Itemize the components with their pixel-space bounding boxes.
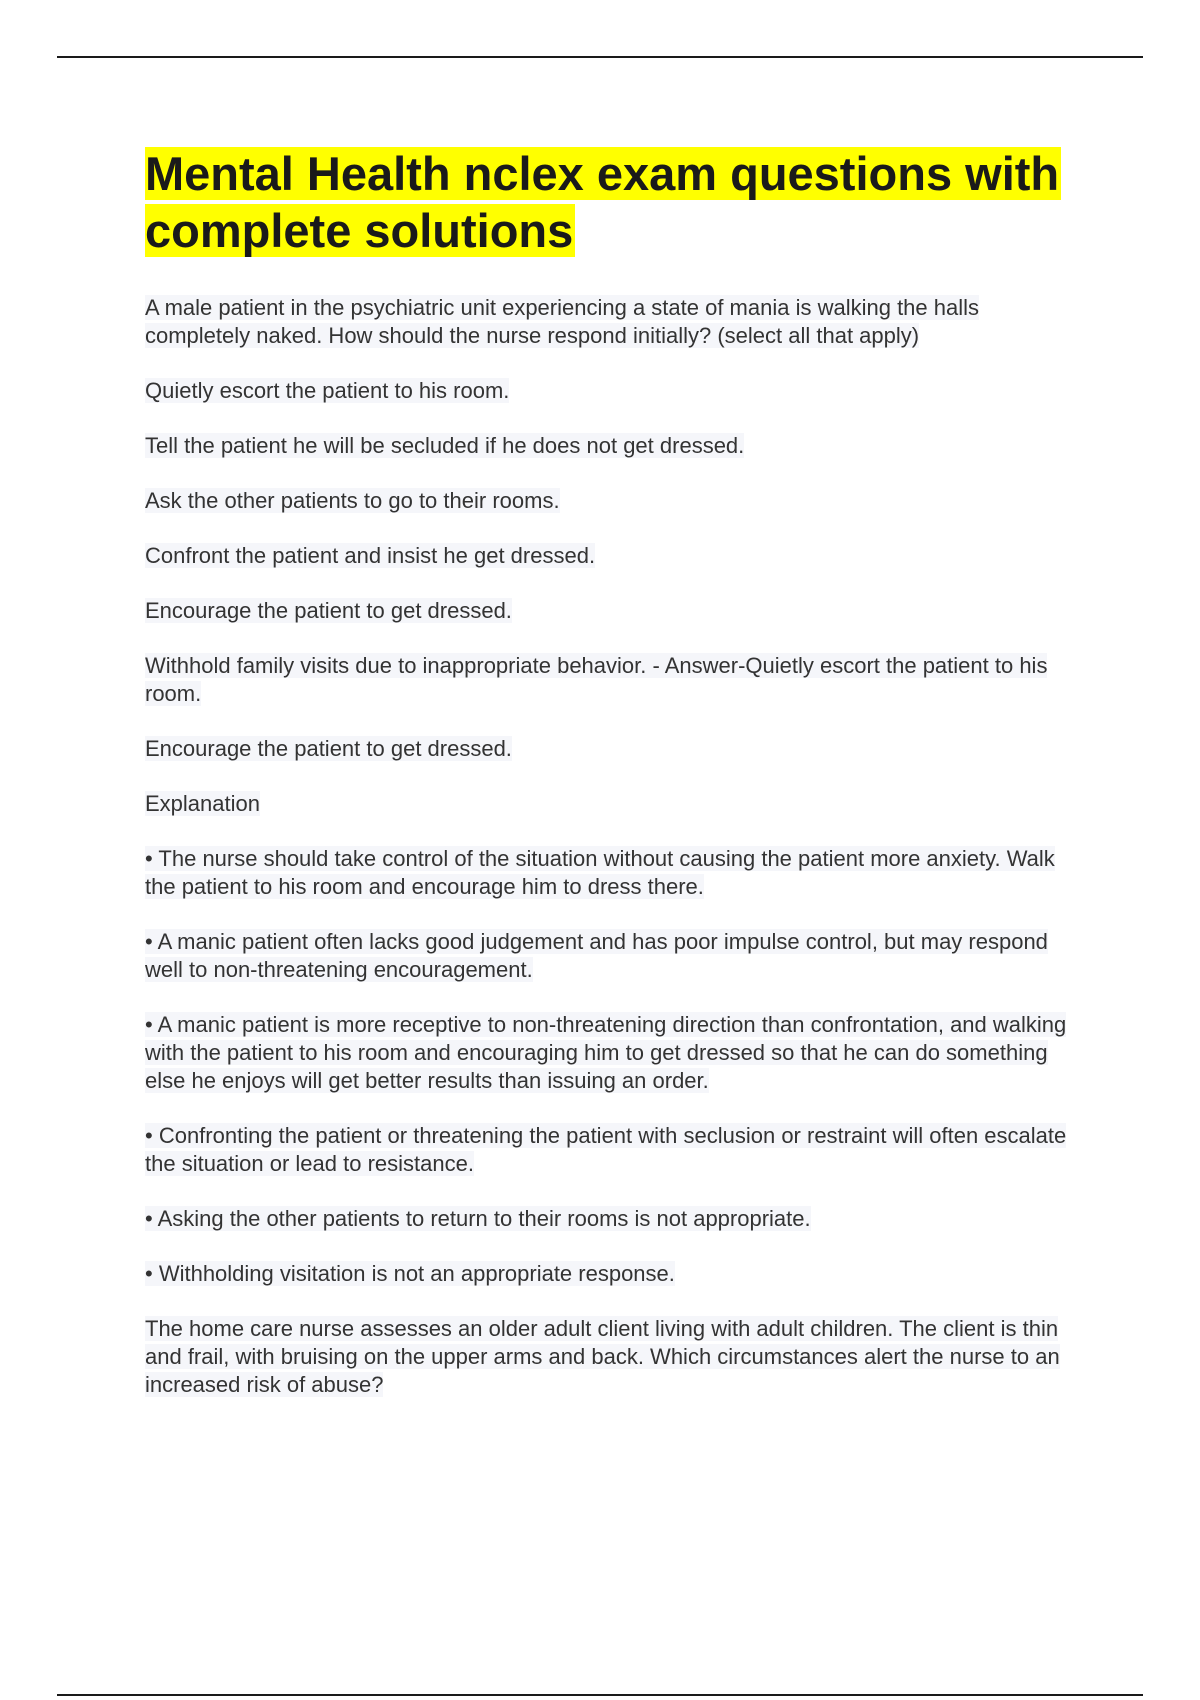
option-encourage-text: Encourage the patient to get dressed. bbox=[145, 598, 512, 623]
explanation-bullet bbox=[145, 1205, 1087, 1233]
explanation-bullet bbox=[145, 1011, 1087, 1095]
explanation-bullet-text: • A manic patient is more receptive to non-threatening direction than confrontation, and walking with the patient to his room and encouraging him to get dressed so that he can do something else he enjoys will get better results than issuing an order. bbox=[145, 1012, 1067, 1093]
next-question-stem-text: The home care nurse assesses an older adult client living with adult children. The client is thin and frail, with bruising on the upper arms and back. Which circumstances alert the nurse to an increased risk of abuse? bbox=[145, 1316, 1060, 1397]
explanation-heading-text: Explanation bbox=[145, 791, 260, 816]
option-seclude bbox=[145, 432, 1087, 460]
document-title bbox=[145, 145, 1087, 259]
explanation-bullet-text: • The nurse should take control of the situation without causing the patient more anxiety. Walk the patient to his room and encourage him to dress there. bbox=[145, 846, 1055, 899]
explanation-bullet bbox=[145, 1260, 1087, 1288]
option-encourage bbox=[145, 597, 1087, 625]
option-escort-text: Quietly escort the patient to his room. bbox=[145, 378, 510, 403]
answer-encourage bbox=[145, 735, 1087, 763]
question-stem bbox=[145, 294, 1087, 350]
option-confront-text: Confront the patient and insist he get dressed. bbox=[145, 543, 596, 568]
explanation-heading bbox=[145, 790, 1087, 818]
option-other-patients bbox=[145, 487, 1087, 515]
explanation-bullet-text: • Withholding visitation is not an appropriate response. bbox=[145, 1261, 675, 1286]
document-body bbox=[145, 145, 1087, 1426]
option-other-patients-text: Ask the other patients to go to their rooms. bbox=[145, 488, 560, 513]
explanation-bullet bbox=[145, 928, 1087, 984]
explanation-bullet-text: • Asking the other patients to return to their rooms is not appropriate. bbox=[145, 1206, 811, 1231]
bottom-page-rule bbox=[57, 1694, 1143, 1696]
next-question-stem bbox=[145, 1315, 1087, 1399]
question-stem-text: A male patient in the psychiatric unit experiencing a state of mania is walking the halls completely naked. How should the nurse respond initially? (select all that apply) bbox=[145, 295, 980, 348]
explanation-bullet bbox=[145, 1122, 1087, 1178]
question-content bbox=[145, 294, 1087, 1399]
title-highlight: Mental Health nclex exam questions with complete solutions bbox=[145, 147, 1060, 257]
option-escort bbox=[145, 377, 1087, 405]
option-withhold-answer bbox=[145, 652, 1087, 708]
option-confront bbox=[145, 542, 1087, 570]
top-page-rule bbox=[57, 56, 1143, 58]
option-withhold-answer-text: Withhold family visits due to inappropriate behavior. - Answer-Quietly escort the patient to his room. bbox=[145, 653, 1048, 706]
answer-encourage-text: Encourage the patient to get dressed. bbox=[145, 736, 512, 761]
explanation-bullet-text: • Confronting the patient or threatening the patient with seclusion or restraint will often escalate the situation or lead to resistance. bbox=[145, 1123, 1067, 1176]
explanation-bullet-text: • A manic patient often lacks good judgement and has poor impulse control, but may respond well to non-threatening encouragement. bbox=[145, 929, 1048, 982]
option-seclude-text: Tell the patient he will be secluded if he does not get dressed. bbox=[145, 433, 745, 458]
explanation-bullet bbox=[145, 845, 1087, 901]
